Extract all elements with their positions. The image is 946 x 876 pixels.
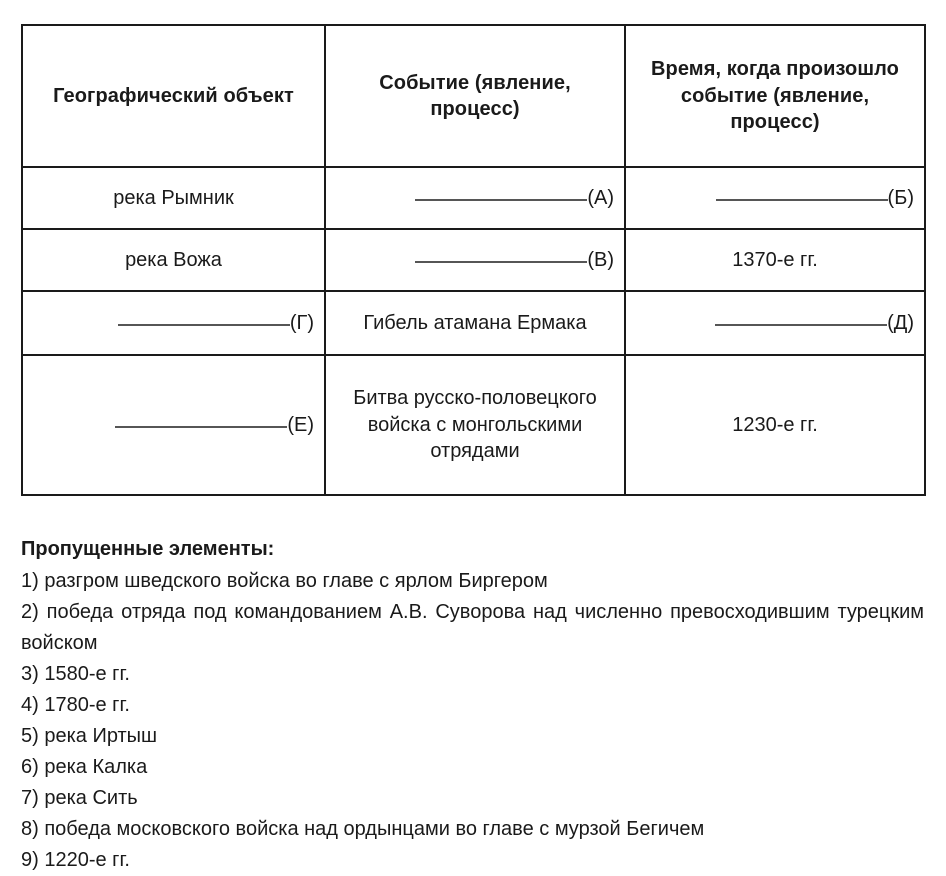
blank-answer-g[interactable] [31, 310, 316, 336]
cell-event-row1 [325, 167, 625, 229]
blank-letter-v: (В) [587, 248, 614, 271]
blank-answer-b[interactable] [634, 185, 916, 211]
table-row [22, 355, 925, 495]
cell-event-row3: Гибель атамана Ермака [325, 291, 625, 355]
blank-letter-e: (Е) [287, 413, 314, 436]
column-header-geographic-object: Географический объект [22, 25, 325, 167]
table-row [22, 229, 925, 291]
cell-object-row4 [22, 355, 325, 495]
blank-answer-a[interactable] [334, 185, 616, 211]
blank-rule-icon [716, 199, 888, 201]
list-item: 1) разгром шведского войска во главе с ярлом Биргером [21, 570, 548, 592]
blank-letter-a: (А) [587, 186, 614, 209]
cell-object-row1: река Рымник [22, 167, 325, 229]
table-row [22, 167, 925, 229]
blank-answer-e[interactable] [31, 412, 316, 438]
list-item: 3) 1580-е гг. [21, 663, 130, 685]
list-item: 9) 1220-е гг. [21, 849, 130, 871]
blank-answer-d[interactable] [634, 310, 916, 336]
blank-rule-icon [715, 324, 887, 326]
blank-rule-icon [415, 199, 587, 201]
column-header-event: Событие (явление, процесс) [325, 25, 625, 167]
list-item: 4) 1780-е гг. [21, 694, 130, 716]
blank-answer-v[interactable] [334, 247, 616, 273]
blank-rule-icon [415, 261, 587, 263]
missing-elements-block [21, 534, 924, 876]
cell-object-row3 [22, 291, 325, 355]
blank-rule-icon [115, 426, 287, 428]
list-item: 6) река Калка [21, 756, 148, 778]
list-item: 2) победа отряда под командованием А.В. Суворова над численно превосходившим турецким войском [21, 601, 924, 654]
table-header-row [22, 25, 925, 167]
cell-time-row1 [625, 167, 925, 229]
cell-event-row4: Битва русско-половецкого войска с монгольскими отрядами [325, 355, 625, 495]
missing-elements-list [21, 566, 924, 876]
list-item: 5) река Иртыш [21, 725, 158, 747]
table-row [22, 291, 925, 355]
blank-letter-g: (Г) [289, 311, 314, 334]
missing-elements-title: Пропущенные элементы: [21, 538, 275, 560]
cell-object-row2: река Вожа [22, 229, 325, 291]
list-item: 7) река Сить [21, 787, 138, 809]
blank-letter-d: (Д) [887, 311, 914, 334]
column-header-time: Время, когда произошло событие (явление, процесс) [625, 25, 925, 167]
list-item: 8) победа московского войска над ордынцами во главе с мурзой Бегичем [21, 818, 705, 840]
cell-time-row4: 1230-е гг. [625, 355, 925, 495]
cell-time-row2: 1370-е гг. [625, 229, 925, 291]
matching-table [21, 24, 926, 496]
blank-letter-b: (Б) [887, 186, 914, 209]
blank-rule-icon [118, 324, 290, 326]
cell-time-row3 [625, 291, 925, 355]
cell-event-row2 [325, 229, 625, 291]
